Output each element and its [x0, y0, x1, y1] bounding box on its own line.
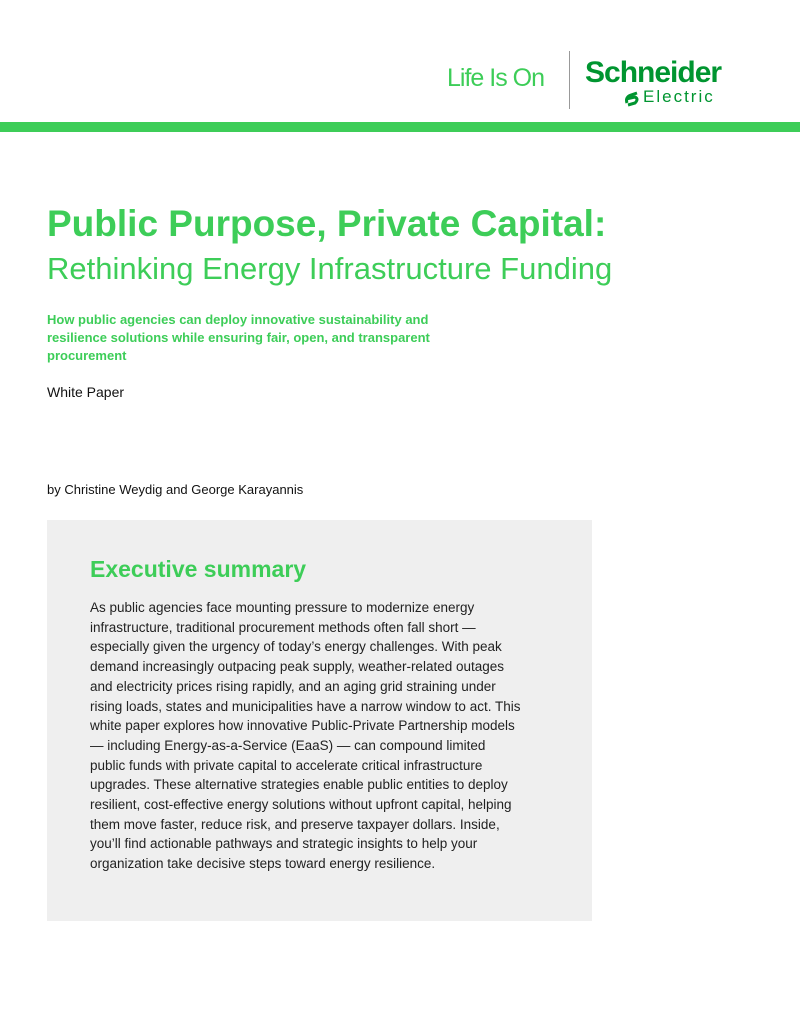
summary-line: upgrades. These alternative strategies enable public entities to deploy: [90, 777, 508, 793]
schneider-electric-logo: [585, 56, 722, 106]
summary-line: organization take decisive steps toward energy resilience.: [90, 856, 436, 872]
summary-line: them move faster, reduce risk, and preserve taxpayer dollars. Inside,: [90, 816, 500, 832]
subtitle: How public agencies can deploy innovative sustainability and resilience solutions while ensuring fair, open, and transparent procurement: [47, 312, 430, 363]
summary-line: public funds with private capital to accelerate critical infrastructure: [90, 757, 483, 773]
header-divider: [569, 51, 570, 109]
authors: by Christine Weydig and George Karayannis: [47, 482, 304, 497]
logo-brand-name: Schneider: [585, 56, 722, 89]
summary-line: infrastructure, traditional procurement methods often fall short —: [90, 619, 476, 635]
executive-summary-panel: [47, 520, 592, 921]
executive-summary-heading: Executive summary: [90, 556, 307, 582]
summary-line: and electricity prices rising rapidly, and an aging grid straining under: [90, 678, 496, 694]
title-main: Public Purpose, Private Capital:: [47, 203, 607, 244]
summary-line: especially given the urgency of today’s energy challenges. With peak: [90, 639, 502, 655]
summary-line: — including Energy-as-a-Service (EaaS) — can compound limited: [90, 737, 486, 753]
summary-line: demand increasingly outpacing peak supply, weather-related outages: [90, 659, 505, 675]
summary-line: you’ll find actionable pathways and strategic insights to help your: [90, 836, 478, 852]
title-sub: Rethinking Energy Infrastructure Funding: [47, 251, 613, 286]
logo-brand-sub: Electric: [643, 87, 715, 106]
summary-line: white paper explores how innovative Public-Private Partnership models: [90, 718, 515, 734]
logo-mark-icon: [623, 89, 641, 112]
document-type: White Paper: [47, 384, 125, 400]
summary-line: rising loads, states and municipalities have a narrow window to act. This: [90, 698, 521, 714]
header-green-band: [0, 122, 800, 132]
life-is-on-tagline: Life Is On: [447, 64, 544, 92]
summary-line: resilient, cost-effective energy solutions without upfront capital, helping: [90, 797, 512, 813]
executive-summary-body: [90, 598, 560, 874]
summary-line: As public agencies face mounting pressure to modernize energy: [90, 600, 475, 615]
